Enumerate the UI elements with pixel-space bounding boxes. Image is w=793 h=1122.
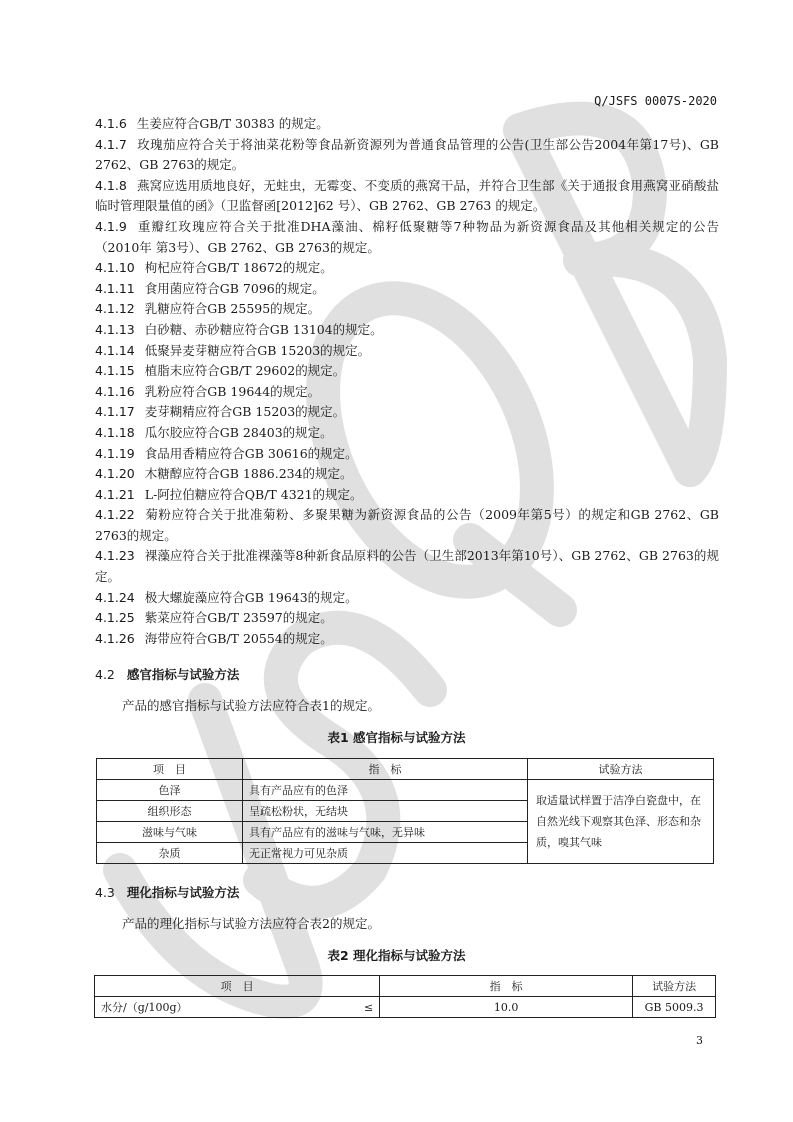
clause-number: 4.1.21 bbox=[95, 486, 135, 502]
clause-text: 极大螺旋藻应符合GB 19643的规定。 bbox=[144, 589, 358, 605]
section-4-3-intro: 产品的理化指标与试验方法应符合表2的规定。 bbox=[122, 916, 380, 931]
clause-item bbox=[95, 629, 719, 650]
clause-text: 乳糖应符合GB 25595的规定。 bbox=[144, 301, 321, 317]
clause-list bbox=[95, 114, 719, 649]
header-index: 指 标 bbox=[243, 759, 528, 780]
table-1-caption: 表1 感官指标与试验方法 bbox=[327, 730, 466, 745]
row-symbol: ≤ bbox=[337, 997, 380, 1018]
section-4-2-intro: 产品的感官指标与试验方法应符合表1的规定。 bbox=[122, 698, 380, 713]
section-4-3-heading bbox=[95, 883, 239, 901]
clause-item bbox=[95, 588, 719, 609]
clause-number: 4.1.20 bbox=[95, 466, 135, 482]
clause-number: 4.1.22 bbox=[95, 507, 135, 523]
header-index: 指 标 bbox=[380, 976, 633, 997]
clause-item bbox=[95, 217, 719, 258]
clause-item bbox=[95, 423, 719, 444]
method-cell: 取适量试样置于洁净白瓷盘中，在自然光线下观察其色泽、形态和杂质，嗅其气味 bbox=[528, 780, 714, 864]
row-item: 水分/（g/100g） bbox=[95, 997, 338, 1018]
clause-item bbox=[95, 114, 719, 135]
clause-number: 4.1.16 bbox=[95, 383, 135, 399]
page-number: 3 bbox=[696, 1034, 703, 1047]
table-header-row bbox=[95, 976, 716, 997]
row-index: 具有产品应有的滋味与气味，无异味 bbox=[243, 822, 528, 843]
clause-text: 瓜尔胶应符合GB 28403的规定。 bbox=[144, 424, 333, 440]
clause-item bbox=[95, 382, 719, 403]
clause-number: 4.1.15 bbox=[95, 363, 135, 379]
clause-number: 4.1.6 bbox=[95, 116, 127, 131]
table-row bbox=[97, 780, 714, 801]
clause-text: 菊粉应符合关于批准菊粉、多聚果糖为新资源食品的公告（2009年第5号）的规定和GB 2762、GB 2763的规定。 bbox=[95, 507, 719, 543]
physicochemical-table bbox=[94, 975, 716, 1018]
clause-item bbox=[95, 546, 719, 587]
clause-number: 4.1.13 bbox=[95, 321, 135, 337]
clause-text: 低聚异麦芽糖应符合GB 15203的规定。 bbox=[144, 342, 371, 358]
clause-number: 4.1.23 bbox=[95, 548, 135, 564]
section-4-2-heading bbox=[95, 665, 239, 683]
header-method: 试验方法 bbox=[633, 976, 716, 997]
clause-text: 重瓣红玫瑰应符合关于批准DHA藻油、棉籽低聚糖等7种物品为新资源食品及其他相关规定的公告（2010年 第3号）、GB 2762、GB 2763的规定。 bbox=[95, 218, 719, 255]
row-index: 无正常视力可见杂质 bbox=[243, 843, 528, 864]
clause-item bbox=[95, 464, 719, 485]
table-header-row bbox=[97, 759, 714, 780]
clause-text: 枸杞应符合GB/T 18672的规定。 bbox=[144, 260, 333, 276]
clause-text: 海带应符合GB/T 20554的规定。 bbox=[144, 630, 333, 646]
clause-number: 4.1.8 bbox=[95, 177, 127, 193]
clause-text: 白砂糖、赤砂糖应符合GB 13104的规定。 bbox=[144, 321, 383, 337]
clause-text: 乳粉应符合GB 19644的规定。 bbox=[144, 383, 321, 399]
clause-item bbox=[95, 361, 719, 382]
clause-item bbox=[95, 505, 719, 546]
clause-text: 紫菜应符合GB/T 23597的规定。 bbox=[144, 610, 333, 626]
clause-number: 4.1.12 bbox=[95, 301, 135, 317]
clause-number: 4.1.11 bbox=[95, 280, 135, 296]
clause-text: L-阿拉伯糖应符合QB/T 4321的规定。 bbox=[144, 486, 363, 502]
clause-number: 4.1.25 bbox=[95, 610, 135, 626]
clause-number: 4.1.24 bbox=[95, 589, 135, 605]
clause-number: 4.1.14 bbox=[95, 342, 135, 358]
clause-item bbox=[95, 135, 719, 176]
clause-item bbox=[95, 402, 719, 423]
clause-text: 裸藻应符合关于批准裸藻等8种新食品原料的公告（卫生部2013年第10号）、GB 2762、GB 2763的规定。 bbox=[95, 548, 719, 585]
row-index: 呈疏松粉状，无结块 bbox=[243, 801, 528, 822]
clause-text: 食品用香精应符合GB 30616的规定。 bbox=[144, 445, 358, 461]
clause-number: 4.1.18 bbox=[95, 424, 135, 440]
clause-text: 麦芽糊精应符合GB 15203的规定。 bbox=[144, 404, 346, 420]
clause-item bbox=[95, 258, 719, 279]
clause-item bbox=[95, 299, 719, 320]
clause-item bbox=[95, 608, 719, 629]
clause-item bbox=[95, 444, 719, 465]
clause-text: 植脂末应符合GB/T 29602的规定。 bbox=[144, 363, 346, 379]
clause-number: 4.1.7 bbox=[95, 136, 127, 152]
clause-number: 4.1.10 bbox=[95, 260, 135, 276]
clause-number: 4.1.19 bbox=[95, 445, 135, 461]
clause-number: 4.1.26 bbox=[95, 630, 135, 646]
clause-item bbox=[95, 176, 719, 217]
section-title: 感官指标与试验方法 bbox=[126, 667, 240, 682]
header-method: 试验方法 bbox=[528, 759, 714, 780]
clause-text: 玫瑰茄应符合关于将油菜花粉等食品新资源列为普通食品管理的公告(卫生部公告2004年第17号)、GB 2762、GB 2763的规定。 bbox=[95, 136, 719, 173]
clause-number: 4.1.9 bbox=[95, 218, 127, 234]
header-item: 项 目 bbox=[95, 976, 380, 997]
section-number: 4.3 bbox=[95, 885, 115, 900]
clause-number: 4.1.17 bbox=[95, 404, 135, 420]
row-item: 杂质 bbox=[97, 843, 243, 864]
table-row bbox=[95, 997, 716, 1018]
row-item: 组织形态 bbox=[97, 801, 243, 822]
document-code: Q/JSFS 0007S-2020 bbox=[594, 94, 717, 108]
clause-item bbox=[95, 320, 719, 341]
clause-item bbox=[95, 485, 719, 506]
clause-text: 食用菌应符合GB 7096的规定。 bbox=[144, 280, 325, 296]
row-method: GB 5009.3 bbox=[633, 997, 716, 1018]
section-number: 4.2 bbox=[95, 667, 115, 682]
row-index: 具有产品应有的色泽 bbox=[243, 780, 528, 801]
row-index: 10.0 bbox=[380, 997, 633, 1018]
clause-item bbox=[95, 279, 719, 300]
row-item: 滋味与气味 bbox=[97, 822, 243, 843]
header-item: 项 目 bbox=[97, 759, 243, 780]
table-2-caption: 表2 理化指标与试验方法 bbox=[327, 948, 466, 963]
sensory-table bbox=[96, 758, 714, 864]
clause-item bbox=[95, 341, 719, 362]
section-title: 理化指标与试验方法 bbox=[126, 885, 240, 900]
row-item: 色泽 bbox=[97, 780, 243, 801]
clause-text: 木糖醇应符合GB 1886.234的规定。 bbox=[144, 466, 353, 482]
clause-text: 燕窝应选用质地良好，无蛀虫，无霉变、不变质的燕窝干品，并符合卫生部《关于通报食用燕窝亚硝酸盐临时管理限量值的函》（卫监督函[2012]62 号）、GB 2762、GB 2763 的规定。 bbox=[95, 177, 719, 214]
clause-text: 生姜应符合GB/T 30383 的规定。 bbox=[136, 116, 329, 131]
